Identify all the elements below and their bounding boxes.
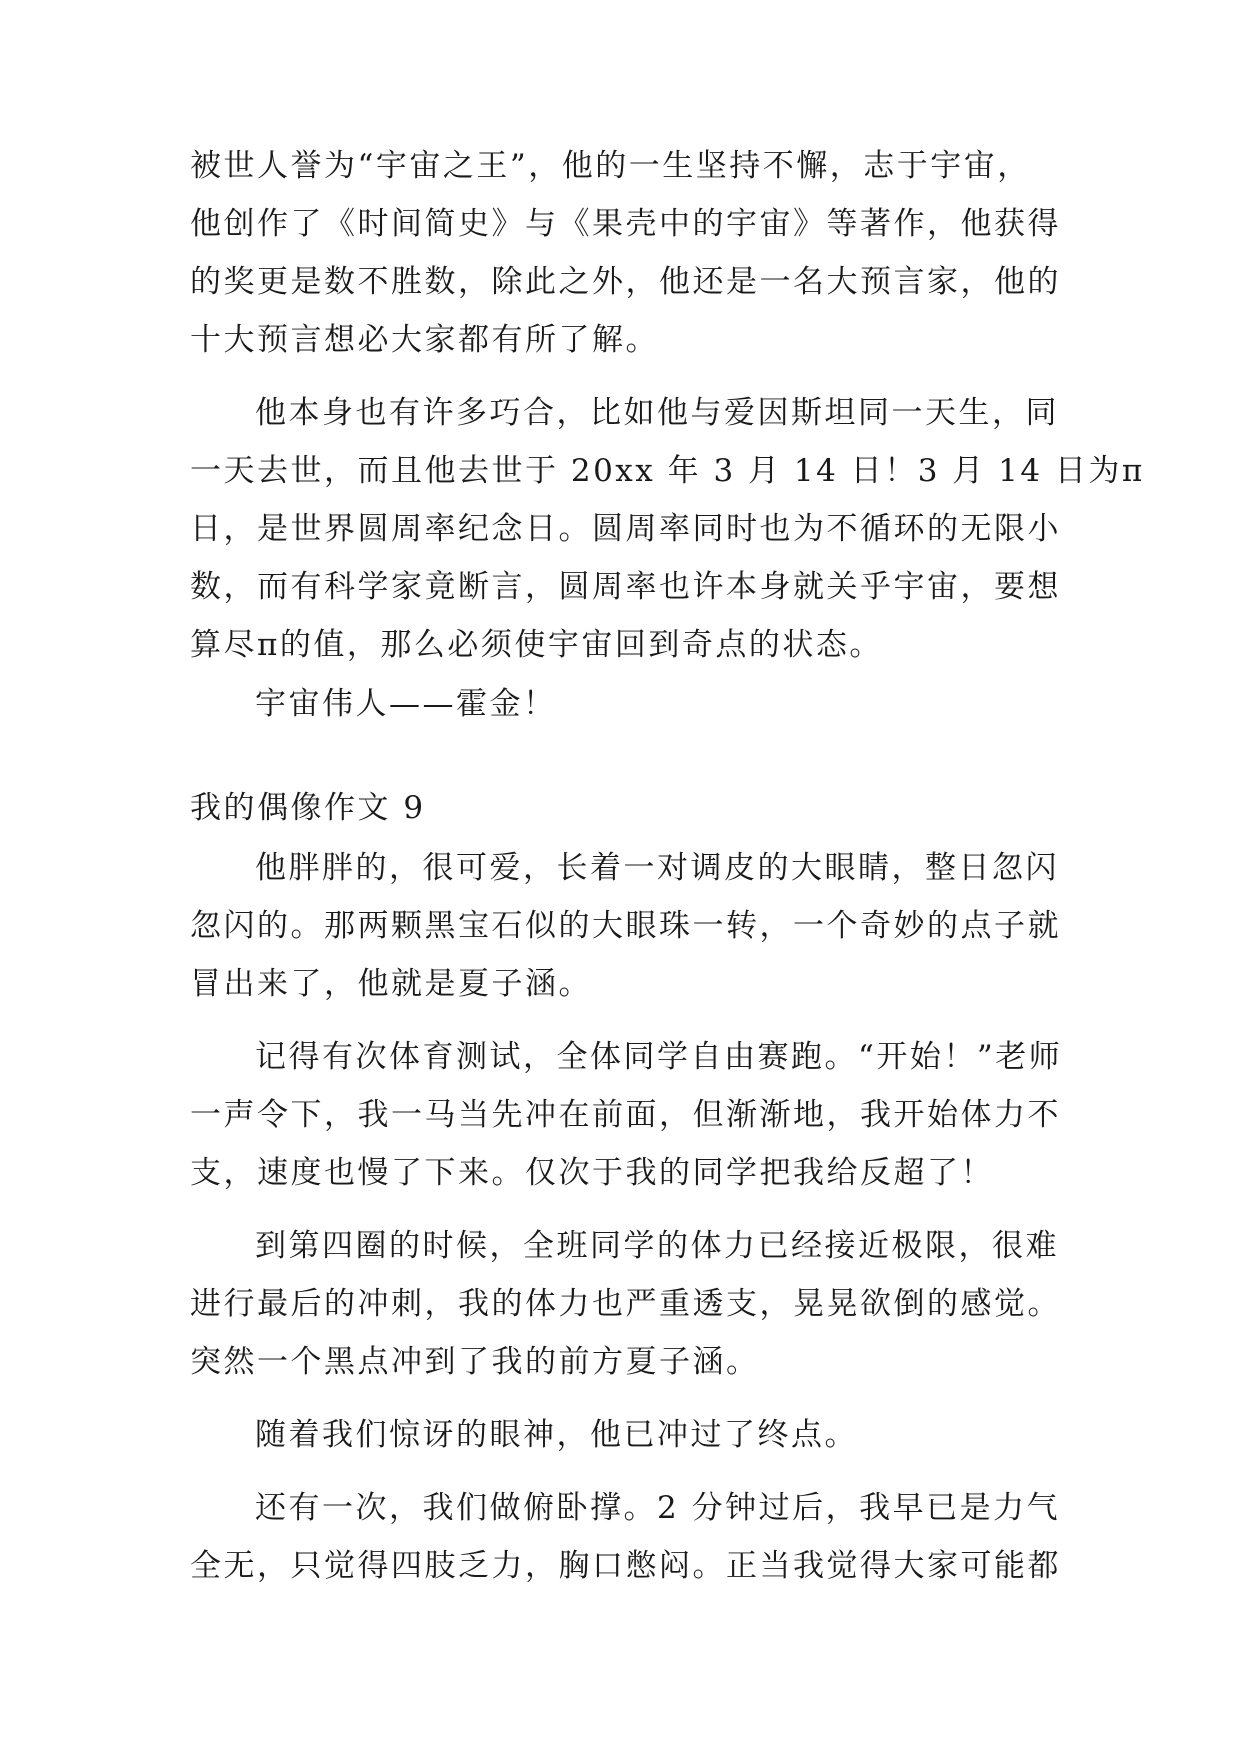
text-line: 他创作了《时间简史》与《果壳中的宇宙》等著作，他获得 bbox=[190, 206, 1061, 242]
text-line: 日，是世界圆周率纪念日。圆周率同时也为不循环的无限小 bbox=[190, 511, 1061, 547]
text-line: 忽闪的。那两颗黑宝石似的大眼珠一转，一个奇妙的点子就 bbox=[190, 908, 1061, 944]
text-line: 进行最后的冲刺，我的体力也严重透支，晃晃欲倒的感觉。 bbox=[190, 1286, 1061, 1322]
paragraph-first-line: 还有一次，我们做俯卧撑。2 分钟过后，我早已是力气 bbox=[255, 1490, 1061, 1526]
text-line: 一天去世，而且他去世于 20xx 年 3 月 14 日！3 月 14 日为π bbox=[190, 453, 1145, 489]
text-line: 算尽π的值，那么必须使宇宙回到奇点的状态。 bbox=[190, 627, 883, 663]
closing-line: 宇宙伟人——霍金！ bbox=[255, 686, 557, 722]
text-line: 的奖更是数不胜数，除此之外，他还是一名大预言家，他的 bbox=[190, 264, 1061, 300]
text-line: 支，速度也慢了下来。仅次于我的同学把我给反超了！ bbox=[190, 1155, 994, 1191]
paragraph-first-line: 记得有次体育测试，全体同学自由赛跑。“开始！”老师 bbox=[255, 1039, 1063, 1075]
paragraph-first-line: 随着我们惊讶的眼神，他已冲过了终点。 bbox=[255, 1417, 858, 1453]
section-heading: 我的偶像作文 9 bbox=[190, 790, 426, 826]
text-line: 十大预言想必大家都有所了解。 bbox=[190, 322, 659, 358]
text-line: 一声令下，我一马当先冲在前面，但渐渐地，我开始体力不 bbox=[190, 1097, 1061, 1133]
text-line: 冒出来了，他就是夏子涵。 bbox=[190, 966, 592, 1002]
paragraph-first-line: 他胖胖的，很可爱，长着一对调皮的大眼睛，整日忽闪 bbox=[255, 850, 1059, 886]
text-line: 被世人誉为“宇宙之王”，他的一生坚持不懈，志于宇宙， bbox=[190, 148, 1031, 184]
text-line: 突然一个黑点冲到了我的前方夏子涵。 bbox=[190, 1344, 760, 1380]
text-line: 数，而有科学家竟断言，圆周率也许本身就关乎宇宙，要想 bbox=[190, 569, 1061, 605]
text-line: 全无，只觉得四肢乏力，胸口憋闷。正当我觉得大家可能都 bbox=[190, 1548, 1061, 1584]
paragraph-first-line: 到第四圈的时候，全班同学的体力已经接近极限，很难 bbox=[255, 1228, 1059, 1264]
paragraph-first-line: 他本身也有许多巧合，比如他与爱因斯坦同一天生，同 bbox=[255, 395, 1059, 431]
